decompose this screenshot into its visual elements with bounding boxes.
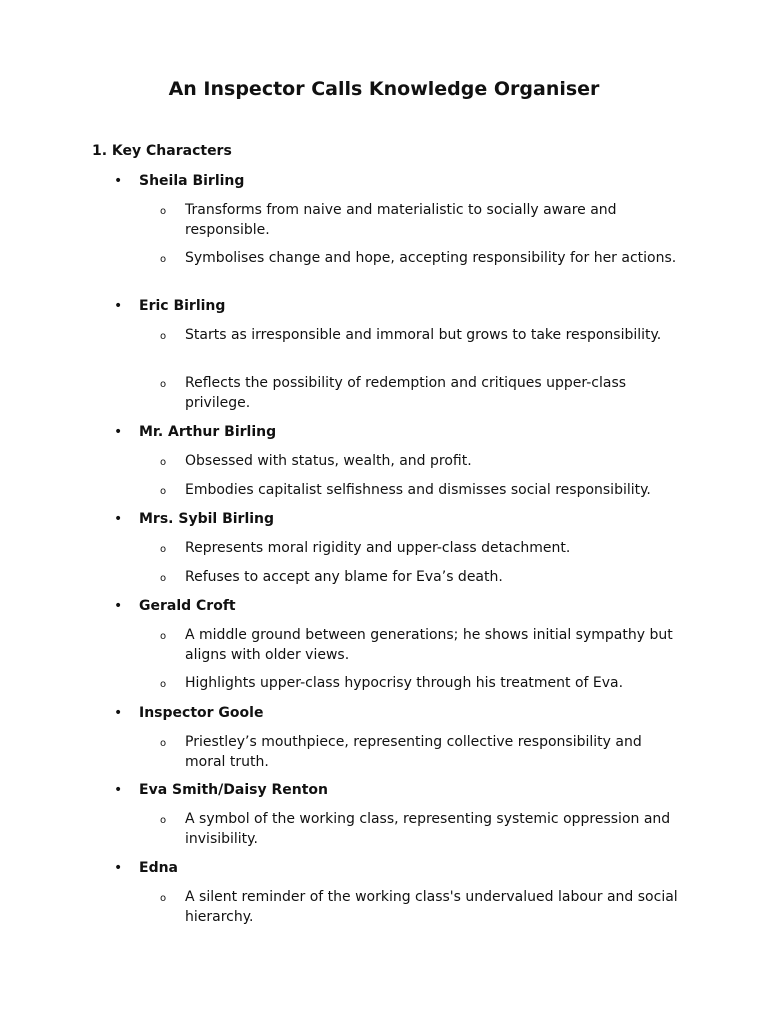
document-title: An Inspector Calls Knowledge Organiser <box>168 78 600 100</box>
character-point-text: Symbolises change and hope, accepting responsibility for her actions. <box>185 250 677 266</box>
sub-bullet-icon: o <box>160 457 167 468</box>
sub-bullet-icon: o <box>160 815 167 826</box>
character-point-text: Highlights upper-class hypocrisy through his treatment of Eva. <box>185 675 624 691</box>
bullet-icon: • <box>114 598 123 614</box>
bullet-icon: • <box>114 782 123 798</box>
sub-bullet-icon: o <box>160 544 167 555</box>
character-name: Eva Smith/Daisy Renton <box>139 782 328 798</box>
section-heading: 1. Key Characters <box>92 143 232 159</box>
character-name: Sheila Birling <box>139 173 245 189</box>
character-point-text: Embodies capitalist selfishness and dismisses social responsibility. <box>185 482 651 498</box>
character-point-text: Obsessed with status, wealth, and profit. <box>185 453 472 469</box>
character-point-text: A middle ground between generations; he shows initial sympathy but aligns with older views. <box>185 627 673 663</box>
character-name: Gerald Croft <box>139 598 236 614</box>
sub-bullet-icon: o <box>160 379 167 390</box>
character-point-text: Reflects the possibility of redemption and critiques upper-class privilege. <box>185 375 627 411</box>
sub-bullet-icon: o <box>160 331 167 342</box>
character-point-text: A silent reminder of the working class's undervalued labour and social hierarchy. <box>185 889 678 925</box>
character-point-text: Transforms from naive and materialistic to socially aware and responsible. <box>185 202 617 238</box>
character-name: Mr. Arthur Birling <box>139 424 277 440</box>
bullet-icon: • <box>114 424 123 440</box>
sub-bullet-icon: o <box>160 893 167 904</box>
character-point-text: Starts as irresponsible and immoral but grows to take responsibility. <box>185 327 662 343</box>
character-name: Inspector Goole <box>139 705 264 721</box>
character-point-text: Priestley’s mouthpiece, representing collective responsibility and moral truth. <box>185 734 642 770</box>
bullet-icon: • <box>114 511 123 527</box>
bullet-icon: • <box>114 705 123 721</box>
sub-bullet-icon: o <box>160 254 167 265</box>
bullet-icon: • <box>114 173 123 189</box>
character-point-text: Represents moral rigidity and upper-class detachment. <box>185 540 571 556</box>
character-name: Eric Birling <box>139 298 226 314</box>
sub-bullet-icon: o <box>160 573 167 584</box>
character-point-text: Refuses to accept any blame for Eva’s death. <box>185 569 503 585</box>
sub-bullet-icon: o <box>160 631 167 642</box>
sub-bullet-icon: o <box>160 679 167 690</box>
character-name: Edna <box>139 860 178 876</box>
sub-bullet-icon: o <box>160 486 167 497</box>
bullet-icon: • <box>114 860 123 876</box>
character-name: Mrs. Sybil Birling <box>139 511 275 527</box>
bullet-icon: • <box>114 298 123 314</box>
sub-bullet-icon: o <box>160 206 167 217</box>
sub-bullet-icon: o <box>160 738 167 749</box>
character-point-text: A symbol of the working class, representing systemic oppression and invisibility. <box>185 811 671 847</box>
